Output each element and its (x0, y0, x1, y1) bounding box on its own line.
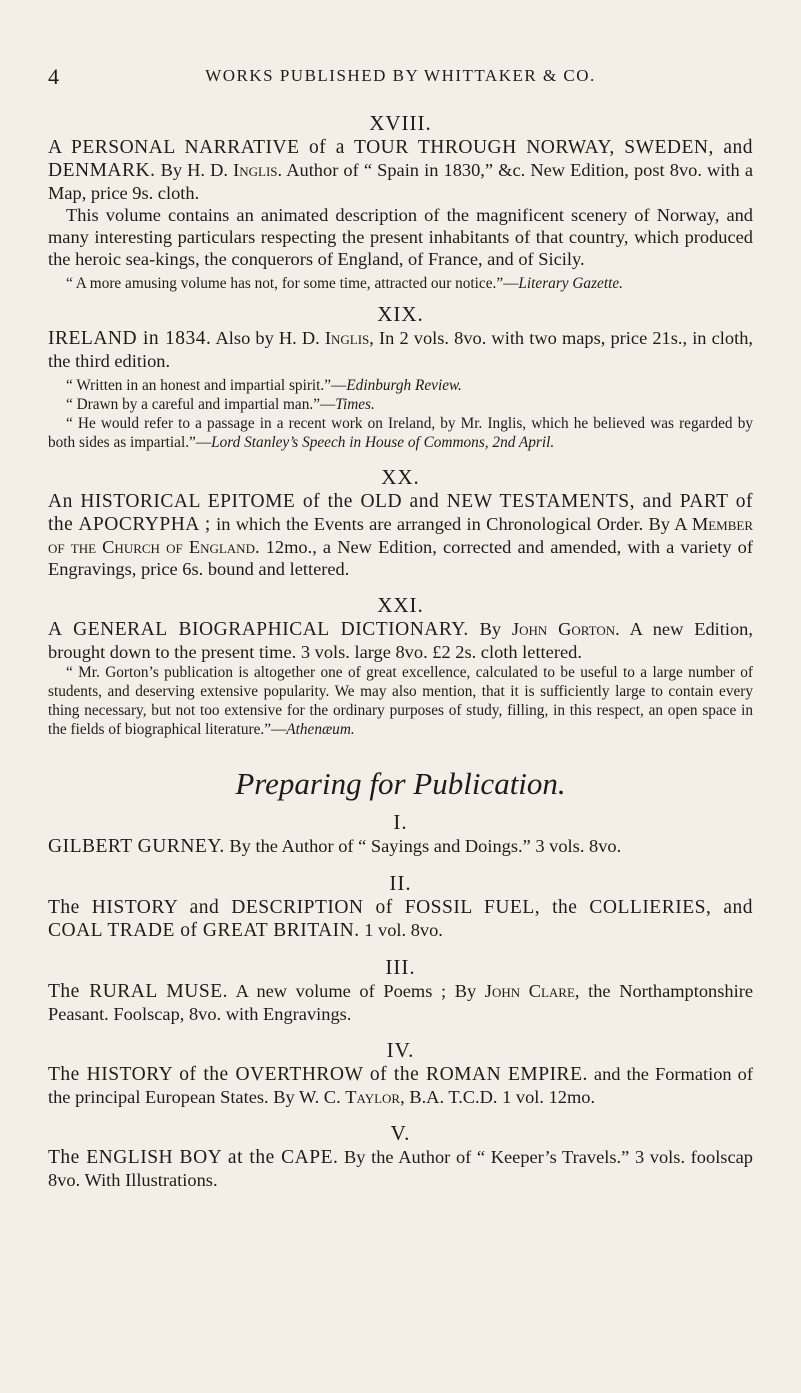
quote-source: Times. (335, 396, 375, 413)
entry-v-caps: The ENGLISH BOY at the CAPE. (48, 1147, 339, 1168)
entry-xix-author: Inglis, (324, 328, 374, 348)
entry-xviii-rest: Author of “ Spain in 1830,” &c. New Edition, post 8vo. with a Map, price 9s. cloth. (48, 160, 753, 203)
entry-numeral-xx: XX. (381, 465, 420, 489)
entry-xviii-author: Inglis. (233, 160, 283, 180)
quote-source: Athenæum. (286, 721, 355, 738)
entry-xx-rest: 12mo., a New Edition, corrected and amended, with a variety of Engravings, price 6s. bound and lettered. (48, 537, 753, 579)
quote-text: “ A more amusing volume has not, for some time, attracted our notice.”— (66, 275, 519, 292)
page-content (48, 110, 753, 1191)
page-number: 4 (48, 64, 59, 89)
quote-text: “ He would refer to a passage in a recent work on Ireland, by Mr. Inglis, which he believed was regarded by both sides as impartial.”— (48, 415, 753, 451)
quote-text: “ Drawn by a careful and impartial man.”— (66, 396, 336, 413)
entry-xviii-description: This volume contains an animated description of the magnificent scenery of Norway, and many interesting particulars respecting the present inhabitants of that country, which produced the heroic sea-kings, the conquerors of England, of France, and of Sicily. (48, 205, 753, 269)
entry-i-text: By the Author of “ Sayings and Doings.” 3 vols. 8vo. (229, 836, 622, 856)
entry-xx-mid: in which the Events are arranged in Chronological Order. By A (216, 514, 687, 534)
entry-iii-author: John Clare, (484, 981, 580, 1001)
entry-xviii-quote (48, 274, 753, 293)
entry-xx-title (48, 490, 753, 580)
entry-xxi-quote (48, 663, 753, 739)
quote-text: “ Mr. Gorton’s publication is altogether one of great excellence, calculated to be useful to a large number of students, and deserving extensive popularity. We may also mention, that it is sufficiently large to contain every thing necessary, but not too extensive for the ordinary purposes of study, filling, in this respect, an open space in the fields of biographical literature.”— (48, 664, 753, 738)
entry-xix-title-caps: IRELAND in 1834. (48, 328, 212, 349)
entry-xxi-by: By (479, 619, 502, 639)
quote-text: “ Written in an honest and impartial spirit.”— (66, 377, 347, 394)
entry-iv-caps: The HISTORY of the OVERTHROW of the ROMAN EMPIRE. (48, 1064, 588, 1085)
running-head: WORKS PUBLISHED BY WHITTAKER & CO. (205, 66, 596, 85)
entry-numeral-iii: III. (385, 955, 416, 979)
entry-numeral-i: I. (393, 810, 408, 834)
quote-source: Literary Gazette. (518, 275, 623, 292)
entry-iii-rest: the Northamptonshire Peasant. Foolscap, 8vo. with Engravings. (48, 981, 754, 1024)
entry-numeral-iv: IV. (386, 1038, 415, 1062)
entry-numeral-xviii: XVIII. (369, 111, 432, 135)
entry-xviii-title-caps: A PERSONAL NARRATIVE of a TOUR THROUGH NORWAY, SWEDEN, and DENMARK. (48, 137, 753, 181)
entry-iv-text: and the Formation of the principal European States. By W. C. (48, 1064, 753, 1107)
entry-iii (48, 980, 753, 1025)
entry-v (48, 1146, 753, 1191)
entry-i-caps: GILBERT GURNEY. (48, 836, 225, 857)
entry-v-text: By the Author of “ Keeper’s Travels.” 3 vols. foolscap 8vo. With Illustrations. (48, 1147, 753, 1190)
entry-xxi-title-caps: A GENERAL BIOGRAPHICAL DICTIONARY. (48, 619, 469, 640)
quote-source: Edinburgh Review. (346, 377, 462, 394)
entry-iv (48, 1063, 753, 1108)
entry-ii (48, 896, 753, 942)
entry-xx-title-caps: An HISTORICAL EPITOME of the OLD and NEW TESTAMENTS, and PART of the APOCRYPHA ; (48, 491, 753, 535)
entry-numeral-xix: XIX. (377, 302, 424, 326)
entry-iii-text: A new volume of Poems ; By (235, 981, 477, 1001)
entry-xxi-rest: A new Edition, brought down to the present time. 3 vols. large 8vo. £2 2s. cloth lettered. (48, 619, 753, 662)
page-header (48, 64, 753, 94)
entry-i (48, 835, 753, 858)
entry-ii-caps: The HISTORY and DESCRIPTION of FOSSIL FUEL, the COLLIERIES, and COAL TRADE of GREAT BRITAIN. (48, 897, 753, 941)
entry-xx-author: Member of the Church of England. (48, 514, 753, 557)
entry-iv-rest: B.A. T.C.D. 1 vol. 12mo. (409, 1087, 596, 1107)
entry-xxi-title (48, 618, 753, 663)
entry-xix-quote-1 (48, 376, 753, 395)
entry-xix-rest: In 2 vols. 8vo. with two maps, price 21s., in cloth, the third edition. (48, 328, 753, 371)
entry-iv-author: Taylor, (345, 1087, 405, 1107)
entry-numeral-v: V. (390, 1121, 411, 1145)
entry-xix-by: Also by H. D. (215, 328, 320, 348)
entry-xix-quote-2 (48, 395, 753, 414)
entry-ii-text: 1 vol. 8vo. (364, 920, 443, 940)
entry-xxi-author: John Gorton. (511, 619, 620, 639)
entry-xix-quote-3 (48, 414, 753, 452)
entry-xviii-by: By H. D. (160, 160, 229, 180)
entry-iii-caps: The RURAL MUSE. (48, 981, 228, 1002)
entry-numeral-xxi: XXI. (377, 593, 424, 617)
entry-xviii-title (48, 136, 753, 204)
entry-numeral-ii: II. (389, 871, 412, 895)
section-title-preparing: Preparing for Publication. (235, 766, 566, 801)
entry-xix-title (48, 327, 753, 372)
quote-source: Lord Stanley’s Speech in House of Commons, 2nd April. (211, 434, 555, 451)
